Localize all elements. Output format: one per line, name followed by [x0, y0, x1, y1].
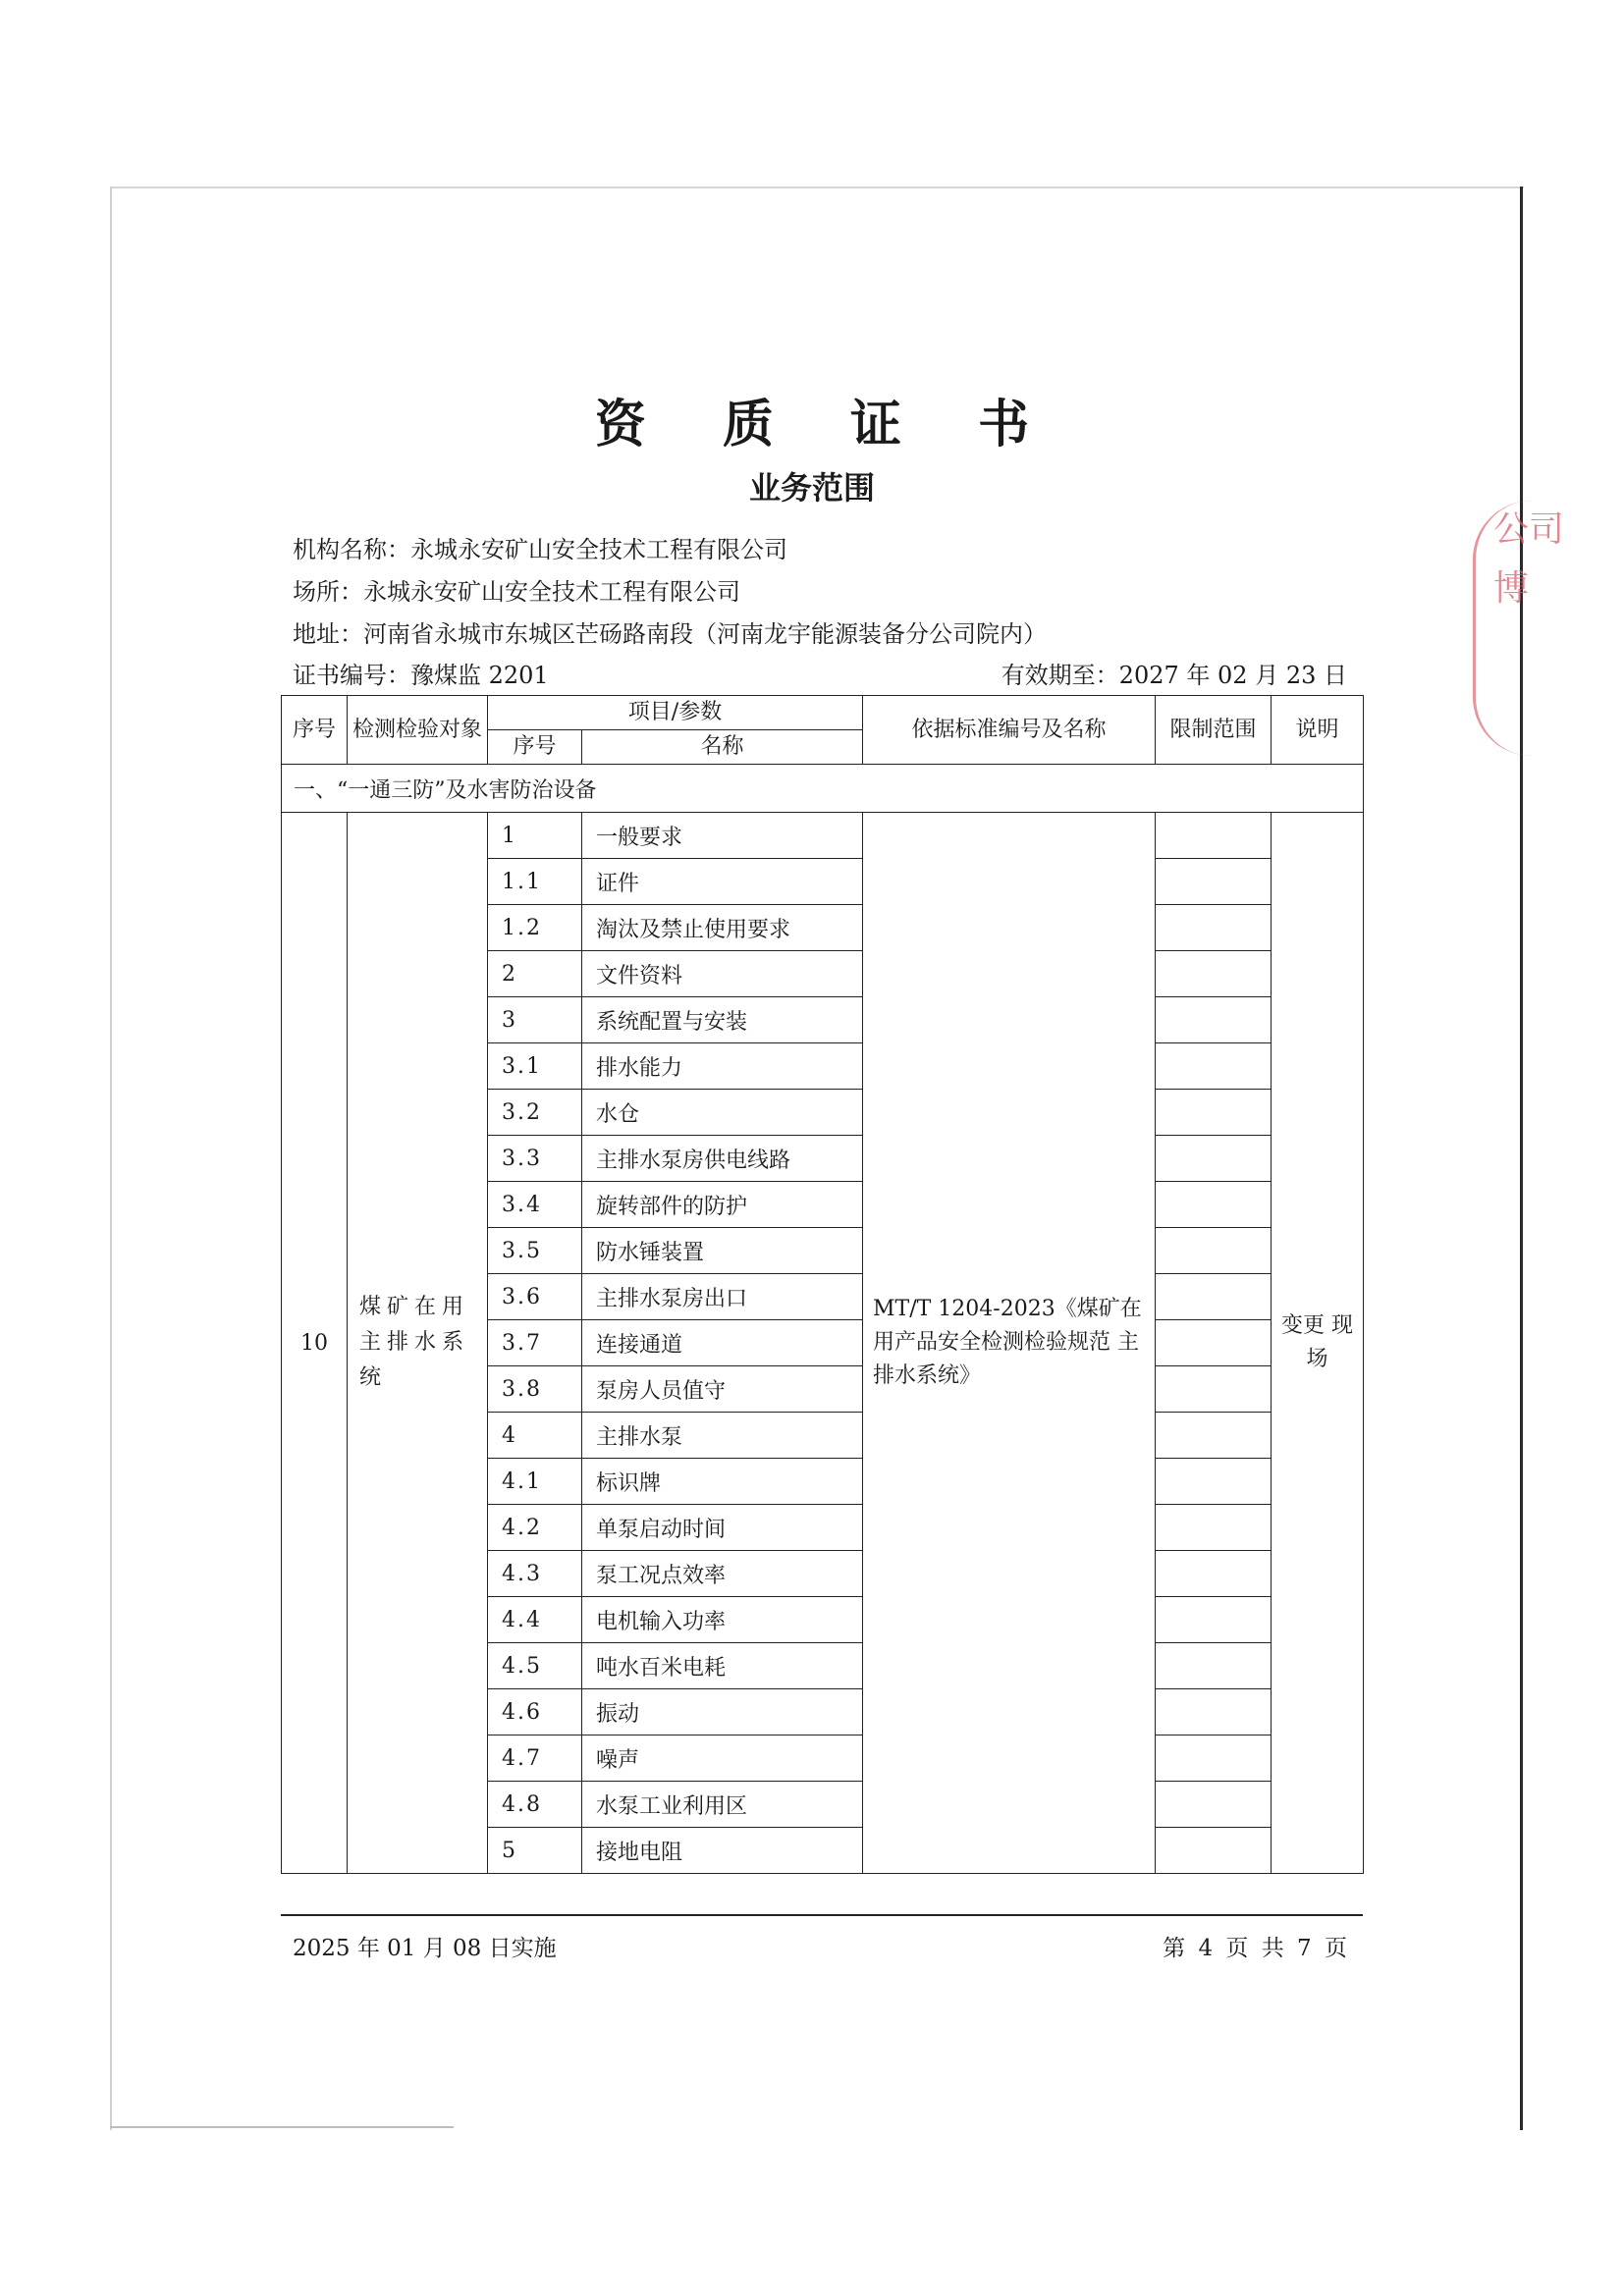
item-number: 4.1 — [488, 1459, 582, 1505]
limit-cell — [1156, 859, 1272, 905]
header-limit: 限制范围 — [1156, 696, 1272, 765]
group-standard: MT/T 1204-2023《煤矿在用产品安全检测检验规范 主排水系统》 — [863, 813, 1156, 1874]
item-number: 3.8 — [488, 1366, 582, 1413]
limit-cell — [1156, 1043, 1272, 1090]
limit-cell — [1156, 1274, 1272, 1320]
table-header-row — [282, 696, 1364, 730]
limit-cell — [1156, 1090, 1272, 1136]
cert-number: 证书编号：豫煤监 2201 — [293, 662, 549, 689]
item-number: 4 — [488, 1413, 582, 1459]
header-standard: 依据标准编号及名称 — [863, 696, 1156, 765]
item-number: 4.5 — [488, 1643, 582, 1689]
item-name: 主排水泵房出口 — [582, 1274, 863, 1320]
item-name: 噪声 — [582, 1735, 863, 1782]
item-number: 3.5 — [488, 1228, 582, 1274]
item-number: 3.3 — [488, 1136, 582, 1182]
limit-cell — [1156, 1735, 1272, 1782]
item-number: 3.6 — [488, 1274, 582, 1320]
item-name: 旋转部件的防护 — [582, 1182, 863, 1228]
item-number: 1 — [488, 813, 582, 859]
item-name: 泵房人员值守 — [582, 1366, 863, 1413]
item-number: 3 — [488, 997, 582, 1043]
item-name: 系统配置与安装 — [582, 997, 863, 1043]
item-name: 一般要求 — [582, 813, 863, 859]
item-name: 连接通道 — [582, 1320, 863, 1366]
header-note: 说明 — [1272, 696, 1364, 765]
footer-rule — [281, 1914, 1363, 1916]
item-number: 3.2 — [488, 1090, 582, 1136]
group-note: 变更 现场 — [1272, 813, 1364, 1874]
item-name: 水仓 — [582, 1090, 863, 1136]
section-title: 一、“一通三防”及水害防治设备 — [282, 765, 1364, 813]
item-name: 水泵工业利用区 — [582, 1782, 863, 1828]
item-name: 文件资料 — [582, 951, 863, 997]
item-number: 1.2 — [488, 905, 582, 951]
item-number: 3.1 — [488, 1043, 582, 1090]
business-scope-table — [281, 695, 1364, 1874]
item-number: 4.2 — [488, 1505, 582, 1551]
limit-cell — [1156, 1136, 1272, 1182]
section-row — [282, 765, 1364, 813]
page-number: 第 4 页 共 7 页 — [1163, 1936, 1347, 1961]
org-name: 机构名称：永城永安矿山安全技术工程有限公司 — [293, 536, 787, 563]
page-subtitle: 业务范围 — [748, 469, 875, 507]
stamp-text: 公司 博 — [1493, 509, 1565, 609]
item-number: 4.8 — [488, 1782, 582, 1828]
scan-edge-top — [110, 187, 1524, 188]
item-number: 1.1 — [488, 859, 582, 905]
item-name: 主排水泵 — [582, 1413, 863, 1459]
effective-date: 2025 年 01 月 08 日实施 — [293, 1936, 557, 1961]
item-number: 4.3 — [488, 1551, 582, 1597]
limit-cell — [1156, 951, 1272, 997]
limit-cell — [1156, 1782, 1272, 1828]
header-object: 检测检验对象 — [348, 696, 488, 765]
item-number: 3.4 — [488, 1182, 582, 1228]
limit-cell — [1156, 1459, 1272, 1505]
item-name: 防水锤装置 — [582, 1228, 863, 1274]
limit-cell — [1156, 997, 1272, 1043]
header-params: 项目/参数 — [488, 696, 863, 730]
item-name: 排水能力 — [582, 1043, 863, 1090]
limit-cell — [1156, 1551, 1272, 1597]
item-number: 3.7 — [488, 1320, 582, 1366]
limit-cell — [1156, 1828, 1272, 1874]
item-name: 振动 — [582, 1689, 863, 1735]
limit-cell — [1156, 1413, 1272, 1459]
item-name: 标识牌 — [582, 1459, 863, 1505]
limit-cell — [1156, 905, 1272, 951]
item-name: 主排水泵房供电线路 — [582, 1136, 863, 1182]
site-line: 场所：永城永安矿山安全技术工程有限公司 — [293, 578, 740, 606]
item-name: 接地电阻 — [582, 1828, 863, 1874]
item-name: 单泵启动时间 — [582, 1505, 863, 1551]
limit-cell — [1156, 1366, 1272, 1413]
item-name: 证件 — [582, 859, 863, 905]
group-object: 煤矿在用主排水系统 — [348, 813, 488, 1874]
limit-cell — [1156, 813, 1272, 859]
limit-cell — [1156, 1182, 1272, 1228]
group-seq: 10 — [282, 813, 348, 1874]
header-param-name: 名称 — [582, 730, 863, 765]
limit-cell — [1156, 1320, 1272, 1366]
page-title: 资 质 证 书 — [594, 396, 1059, 454]
header-seq: 序号 — [282, 696, 348, 765]
item-number: 4.7 — [488, 1735, 582, 1782]
limit-cell — [1156, 1228, 1272, 1274]
item-name: 电机输入功率 — [582, 1597, 863, 1643]
item-name: 淘汰及禁止使用要求 — [582, 905, 863, 951]
limit-cell — [1156, 1505, 1272, 1551]
table-row — [282, 813, 1364, 859]
item-number: 5 — [488, 1828, 582, 1874]
address-line: 地址：河南省永城市东城区芒砀路南段（河南龙宇能源装备分公司院内） — [293, 620, 1047, 648]
item-number: 2 — [488, 951, 582, 997]
limit-cell — [1156, 1689, 1272, 1735]
limit-cell — [1156, 1643, 1272, 1689]
header-param-no: 序号 — [488, 730, 582, 765]
red-seal-stamp — [1473, 501, 1582, 756]
item-number: 4.6 — [488, 1689, 582, 1735]
item-number: 4.4 — [488, 1597, 582, 1643]
valid-until: 有效期至：2027 年 02 月 23 日 — [1001, 662, 1347, 689]
item-name: 泵工况点效率 — [582, 1551, 863, 1597]
scan-edge-bottom — [110, 2126, 454, 2128]
limit-cell — [1156, 1597, 1272, 1643]
item-name: 吨水百米电耗 — [582, 1643, 863, 1689]
